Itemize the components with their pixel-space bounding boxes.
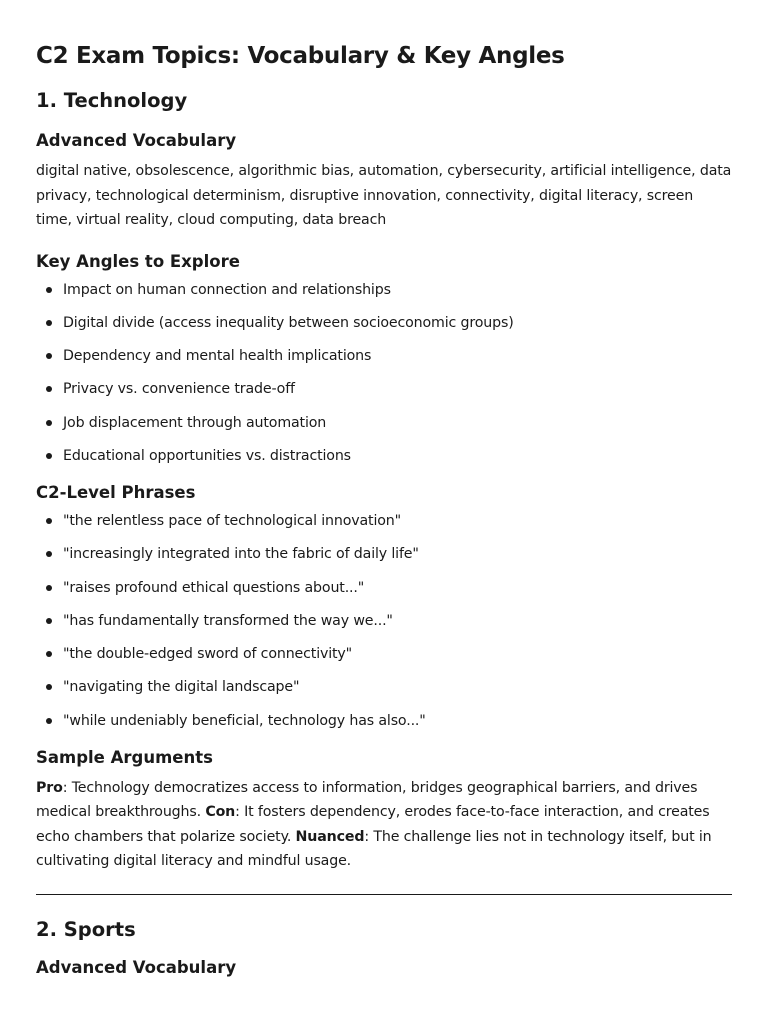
con-label: Con — [205, 804, 236, 821]
list-item — [36, 711, 732, 731]
list-item — [36, 544, 732, 564]
arguments-heading: Sample Arguments — [36, 747, 213, 767]
section-divider — [36, 894, 732, 895]
list-item-text: Privacy vs. convenience trade-off — [63, 381, 295, 398]
section-technology — [36, 86, 732, 874]
list-item-text: "the relentless pace of technological innovation" — [63, 512, 401, 529]
list-item-text: "the double-edged sword of connectivity" — [63, 646, 353, 663]
arguments-text — [36, 776, 732, 874]
list-item-text: "while undeniably beneficial, technology has also..." — [63, 712, 426, 729]
section-heading: 2. Sports — [36, 917, 136, 941]
list-item-text: "navigating the digital landscape" — [63, 679, 300, 696]
pro-label: Pro — [36, 779, 63, 796]
nuanced-label: Nuanced — [295, 828, 365, 845]
vocab-heading: Advanced Vocabulary — [36, 131, 237, 150]
list-item-text: Dependency and mental health implications — [63, 348, 372, 365]
page-title: C2 Exam Topics: Vocabulary & Key Angles — [36, 43, 565, 69]
bullet-icon — [46, 386, 52, 392]
bullet-icon — [46, 718, 52, 724]
vocab-text: digital native, obsolescence, algorithmic bias, automation, cybersecurity, artificial intelligence, data privacy, technological determinism, disruptive innovation, connectivity, digital literacy, screen time, virtual reality, cloud computing, data breach — [36, 163, 732, 228]
list-item — [36, 578, 732, 598]
angles-list — [36, 280, 732, 466]
bullet-icon — [46, 551, 52, 557]
vocab-heading: Advanced Vocabulary — [36, 957, 237, 977]
phrases-list — [36, 511, 732, 731]
list-item — [36, 611, 732, 631]
list-item — [36, 313, 732, 333]
list-item — [36, 511, 732, 531]
bullet-icon — [46, 585, 52, 591]
phrases-heading: C2-Level Phrases — [36, 482, 196, 502]
list-item-text: "increasingly integrated into the fabric of daily life" — [63, 546, 419, 563]
bullet-icon — [46, 651, 52, 657]
section-heading: 1. Technology — [36, 89, 188, 112]
list-item-text: "raises profound ethical questions about..." — [63, 579, 365, 596]
section-sports — [36, 915, 732, 981]
bullet-icon — [46, 320, 52, 326]
nuanced-text: : The challenge lies not in technology itself, but in cultivating digital literacy and mindful usage. — [36, 828, 712, 870]
list-item-text: Digital divide (access inequality between socioeconomic groups) — [63, 314, 514, 331]
bullet-icon — [46, 353, 52, 359]
bullet-icon — [46, 518, 52, 524]
list-item-text: "has fundamentally transformed the way we..." — [63, 612, 393, 629]
list-item — [36, 280, 732, 300]
con-text: : It fosters dependency, erodes face-to-face interaction, and creates echo chambers that polarize society. — [36, 804, 710, 845]
list-item-text: Educational opportunities vs. distractions — [63, 447, 351, 464]
bullet-icon — [46, 420, 52, 426]
angles-heading: Key Angles to Explore — [36, 251, 240, 271]
list-item — [36, 677, 732, 697]
list-item — [36, 446, 732, 466]
bullet-icon — [46, 618, 52, 624]
pro-text: : Technology democratizes access to information, bridges geographical barriers, and drives medical breakthroughs. — [36, 779, 698, 821]
list-item — [36, 413, 732, 433]
list-item-text: Job displacement through automation — [63, 414, 327, 431]
bullet-icon — [46, 453, 52, 459]
list-item-text: Impact on human connection and relationships — [63, 281, 391, 298]
bullet-icon — [46, 684, 52, 690]
list-item — [36, 346, 732, 366]
list-item — [36, 644, 732, 664]
bullet-icon — [46, 287, 52, 293]
list-item — [36, 379, 732, 399]
